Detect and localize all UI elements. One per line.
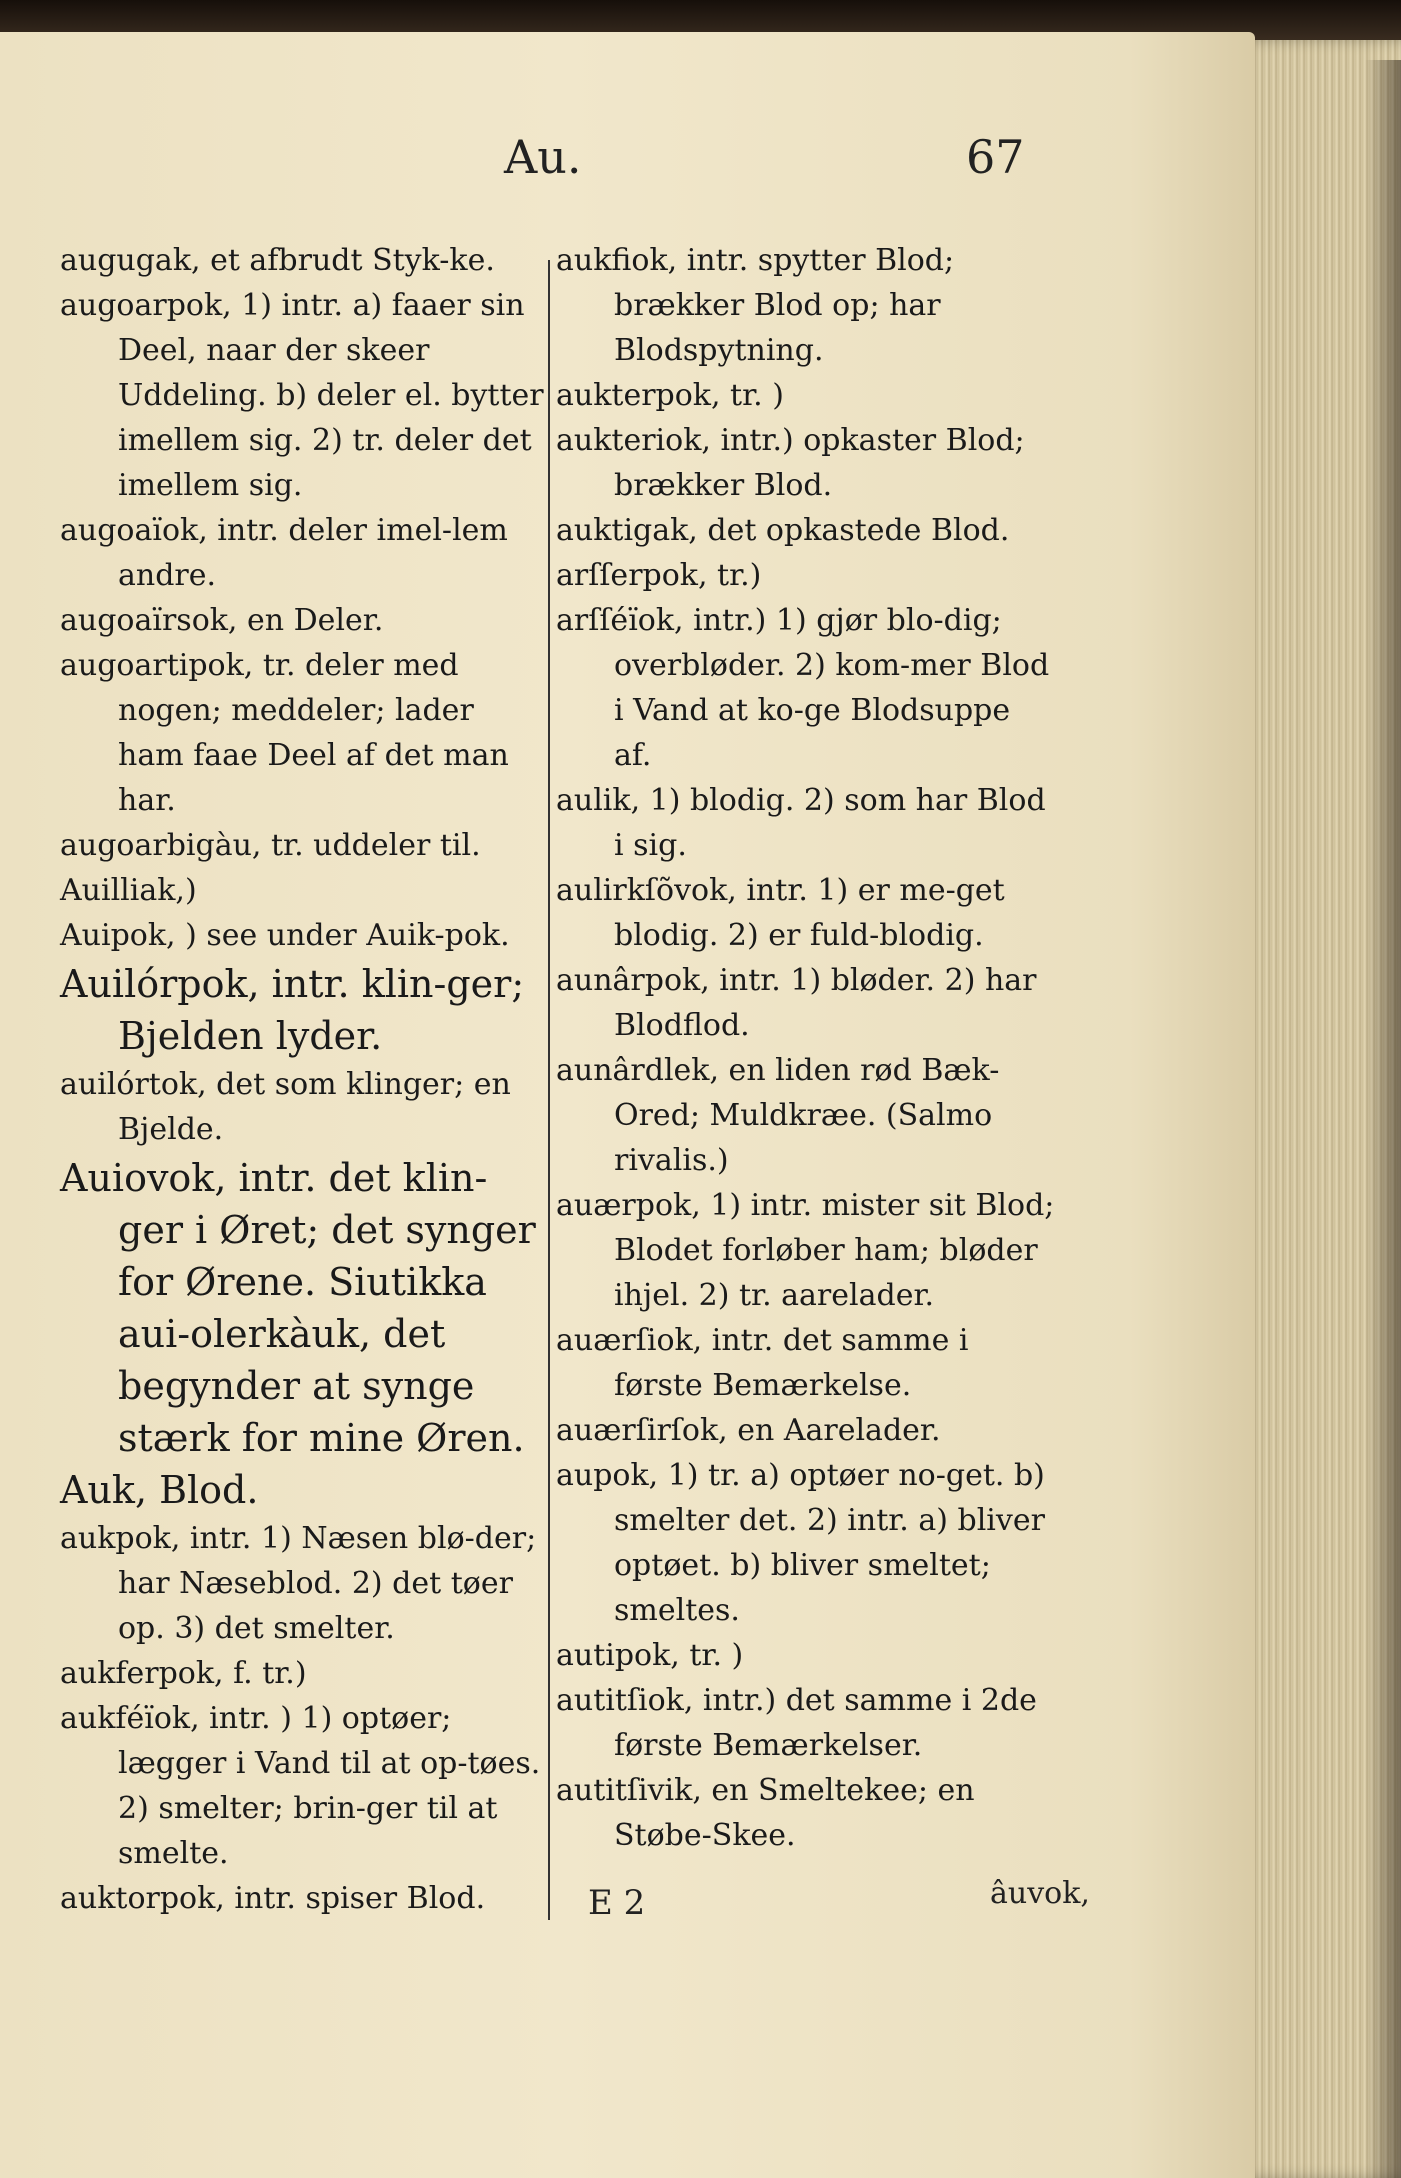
- dictionary-entry: aukfiok, intr. spytter Blod; brækker Blod op; har Blodspytning.: [556, 243, 955, 368]
- dictionary-entry: autitſivik, en Smeltekee; en Støbe-Skee.: [556, 1773, 975, 1853]
- dictionary-entry: augoaïrsok, en Deler.: [60, 603, 384, 638]
- dictionary-entry: aukterpok, tr. ): [556, 378, 784, 413]
- dictionary-headword-entry: Auilórpok, intr. klin-ger; Bjelden lyder.: [60, 962, 525, 1058]
- dictionary-headword-entry: Auiovok, intr. det klin-ger i Øret; det synger for Ørene. Siutikka aui-olerkàuk, det begynder at synge stærk for mine Øren.: [60, 1156, 536, 1460]
- dictionary-entry: auilórtok, det som klinger; en Bjelde.: [60, 1067, 511, 1147]
- dictionary-entry: aukferpok, f. tr.): [60, 1656, 307, 1691]
- left-column: [60, 238, 548, 1921]
- dictionary-entry: Auipok, ) see under Auik-pok.: [60, 918, 510, 953]
- column-rule: [548, 260, 550, 1920]
- dictionary-entry: aunârpok, intr. 1) bløder. 2) har Blodflod.: [556, 963, 1037, 1043]
- dictionary-entry: arſſéïok, intr.) 1) gjør blo-dig; overbløder. 2) kom-mer Blod i Vand at ko-ge Blodsuppe af.: [556, 603, 1050, 773]
- dictionary-entry: auærſirſok, en Aarelader.: [556, 1413, 941, 1448]
- dictionary-entry: aukféïok, intr. ) 1) optøer; lægger i Vand til at op-tøes. 2) smelter; brin-ger til at smelte.: [60, 1701, 541, 1871]
- dictionary-entry: auktorpok, intr. spiser Blod.: [60, 1881, 486, 1916]
- dictionary-entry: augoaïok, intr. deler imel-lem andre.: [60, 513, 508, 593]
- dictionary-entry: aulik, 1) blodig. 2) som har Blod i sig.: [556, 783, 1046, 863]
- right-column: [556, 238, 1056, 1858]
- dictionary-entry: aupok, 1) tr. a) optøer no-get. b) smelter det. 2) intr. a) bliver optøet. b) bliver smeltet; smeltes.: [556, 1458, 1045, 1628]
- dictionary-entry: auktigak, det opkastede Blod.: [556, 513, 1010, 548]
- dictionary-entry: aukteriok, intr.) opkaster Blod; brækker Blod.: [556, 423, 1025, 503]
- dictionary-entry: aukpok, intr. 1) Næsen blø-der; har Næseblod. 2) det tøer op. 3) det smelter.: [60, 1521, 537, 1646]
- dictionary-entry: autitſiok, intr.) det samme i 2de første Bemærkelser.: [556, 1683, 1037, 1763]
- dictionary-headword-entry: Auk, Blod.: [60, 1468, 259, 1512]
- catchword: âuvok,: [990, 1876, 1090, 1911]
- dictionary-entry: aulirkſõvok, intr. 1) er me-get blodig. 2) er fuld-blodig.: [556, 873, 1005, 953]
- dictionary-entry: augugak, et afbrudt Styk-ke.: [60, 243, 495, 278]
- dictionary-entry: Auilliak,): [60, 873, 197, 908]
- dictionary-entry: autipok, tr. ): [556, 1638, 744, 1673]
- book-spine-shadow: [1365, 60, 1401, 2178]
- dictionary-entry: aunârdlek, en liden rød Bæk-Ored; Muldkræe. (Salmo rivalis.): [556, 1053, 1000, 1178]
- running-head: Au.: [504, 130, 582, 184]
- page-number: 67: [966, 130, 1025, 184]
- dictionary-entry: augoarbigàu, tr. uddeler til.: [60, 828, 481, 863]
- dictionary-entry: auærſiok, intr. det samme i første Bemærkelse.: [556, 1323, 969, 1403]
- dictionary-entry: arſſerpok, tr.): [556, 558, 762, 593]
- dictionary-entry: augoarpok, 1) intr. a) faaer sin Deel, naar der skeer Uddeling. b) deler el. bytter imellem sig. 2) tr. deler det imellem sig.: [60, 288, 544, 503]
- dictionary-entry: augoartipok, tr. deler med nogen; meddeler; lader ham faae Deel af det man har.: [60, 648, 509, 818]
- signature-mark: E 2: [588, 1883, 646, 1923]
- dictionary-entry: auærpok, 1) intr. mister sit Blod; Blodet forløber ham; bløder ihjel. 2) tr. aarelader.: [556, 1188, 1055, 1313]
